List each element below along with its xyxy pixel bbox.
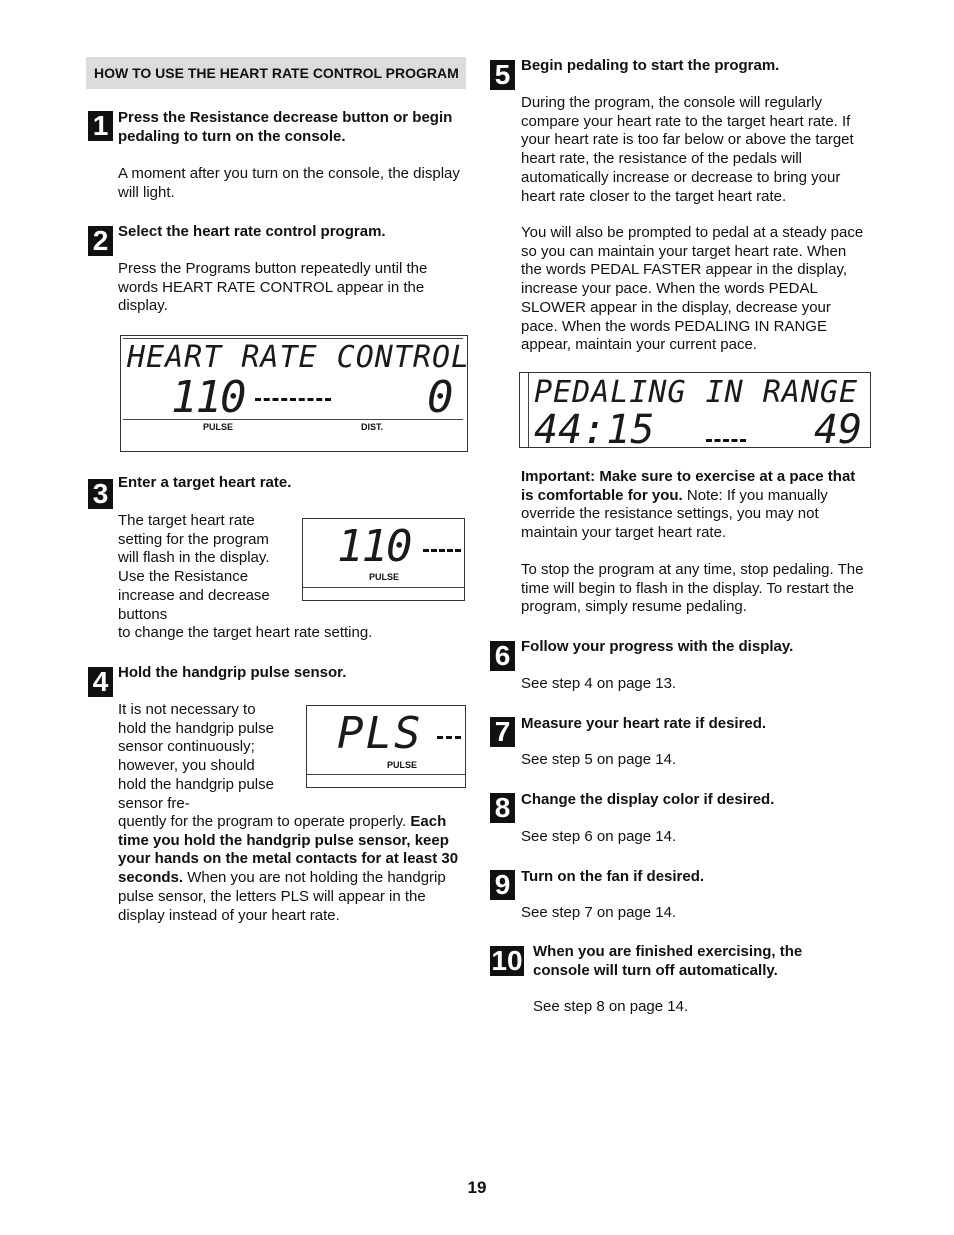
display-target-value: 110 — [337, 521, 411, 572]
step-5-body-2: You will also be prompted to pedal at a steady pace so you can maintain your target heart rate. When the words PEDAL FASTER appear in the display, increase your pace. When the words PEDAL SLOWER appear in the display, decrease your pace. When the words PEDALING IN RANGE appear, maintain your current pace. — [521, 224, 864, 354]
step-number-5: 5 — [490, 60, 515, 90]
step-7-heading: Measure your heart rate if desired. — [521, 715, 767, 732]
step-10-heading: When you are finished exercising, the console will turn off automatically. — [533, 943, 803, 979]
display-dashes — [706, 439, 746, 442]
console-display-pls — [306, 705, 466, 788]
step-3-heading: Enter a target heart rate. — [118, 474, 292, 491]
step-5-heading: Begin pedaling to start the program. — [521, 57, 780, 74]
step-number-3: 3 — [88, 479, 113, 509]
step-3-body-a: The target heart rate setting for the program will flash in the display. Use the Resistance increase and decrease buttons — [118, 512, 270, 623]
display-top-text: HEART RATE CONTROL — [127, 340, 471, 375]
display-dashes — [437, 736, 461, 739]
step-1-heading: Press the Resistance decrease button or begin pedaling to turn on the console. — [118, 109, 453, 145]
display-pulse-label: PULSE — [203, 422, 234, 432]
step-4-body-b: quently for the program to operate properly. Each time you hold the handgrip pulse sensor, keep your hands on the metal contacts for at least 30 seconds. When you are not holding the handgrip pulse sensor, the letters PLS will appear in the display instead of your heart rate. — [118, 813, 459, 924]
step-6-body: See step 4 on page 13. — [521, 675, 677, 692]
display-pulse-label: PULSE — [387, 760, 418, 770]
display-dashes — [255, 398, 331, 401]
display-pulse-value: 110 — [171, 372, 245, 423]
step-8-body: See step 6 on page 14. — [521, 828, 677, 845]
display-dist-label: DIST. — [361, 422, 384, 432]
step-5-body-1: During the program, the console will regularly compare your heart rate to the target heart rate. If your heart rate is too far below or above the target heart rate, the resistance of the pedals will automatically increase or decrease to bring your heart rate closer to the target heart rate. — [521, 94, 854, 205]
step-9-heading: Turn on the fan if desired. — [521, 868, 705, 885]
step-number-7: 7 — [490, 717, 515, 747]
step-10-body: See step 8 on page 14. — [533, 998, 689, 1015]
console-display-pedaling-in-range — [519, 372, 871, 448]
display-pls-value: PLS — [337, 708, 423, 759]
important-note: Important: Make sure to exercise at a pace that is comfortable for you. Note: If you manually override the resistance settings, you may not maintain your target heart rate. — [521, 468, 856, 542]
display-pulse-label: PULSE — [369, 572, 400, 582]
step-number-1: 1 — [88, 111, 113, 141]
step-number-6: 6 — [490, 641, 515, 671]
step-number-10: 10 — [491, 945, 523, 976]
page-number: 19 — [467, 1178, 487, 1197]
console-display-heart-rate-control — [120, 335, 471, 452]
display-top-text: PEDALING IN RANGE — [534, 375, 859, 410]
step-4-body-a: It is not necessary to hold the handgrip pulse sensor continuously; however, you should hold the handgrip pulse sensor fre- — [118, 701, 274, 812]
step-1-body: A moment after you turn on the console, the display will light. — [118, 165, 460, 201]
console-display-target-pulse — [302, 518, 465, 601]
display-dist-value: 0 — [427, 372, 454, 423]
step-7-body: See step 5 on page 14. — [521, 751, 677, 768]
step-2-heading: Select the heart rate control program. — [118, 223, 386, 240]
step-number-2: 2 — [88, 226, 113, 256]
step-number-8: 8 — [490, 793, 515, 823]
step-8-heading: Change the display color if desired. — [521, 791, 775, 808]
step-2-body: Press the Programs button repeatedly until the words HEART RATE CONTROL appear in the display. — [118, 260, 428, 315]
step-9-body: See step 7 on page 14. — [521, 904, 677, 921]
display-time-value: 44:15 — [534, 407, 655, 448]
stop-note: To stop the program at any time, stop pedaling. The time will begin to flash in the display. To restart the program, simply resume pedaling. — [521, 561, 864, 616]
step-6-heading: Follow your progress with the display. — [521, 638, 794, 655]
step-number-9: 9 — [490, 870, 515, 900]
display-right-value: 49 — [814, 407, 863, 448]
step-4-heading: Hold the handgrip pulse sensor. — [118, 664, 347, 681]
section-header: HOW TO USE THE HEART RATE CONTROL PROGRAM — [86, 57, 466, 89]
step-number-4: 4 — [88, 667, 113, 697]
step-3-body-b: to change the target heart rate setting. — [118, 624, 373, 641]
display-dashes — [423, 549, 461, 552]
